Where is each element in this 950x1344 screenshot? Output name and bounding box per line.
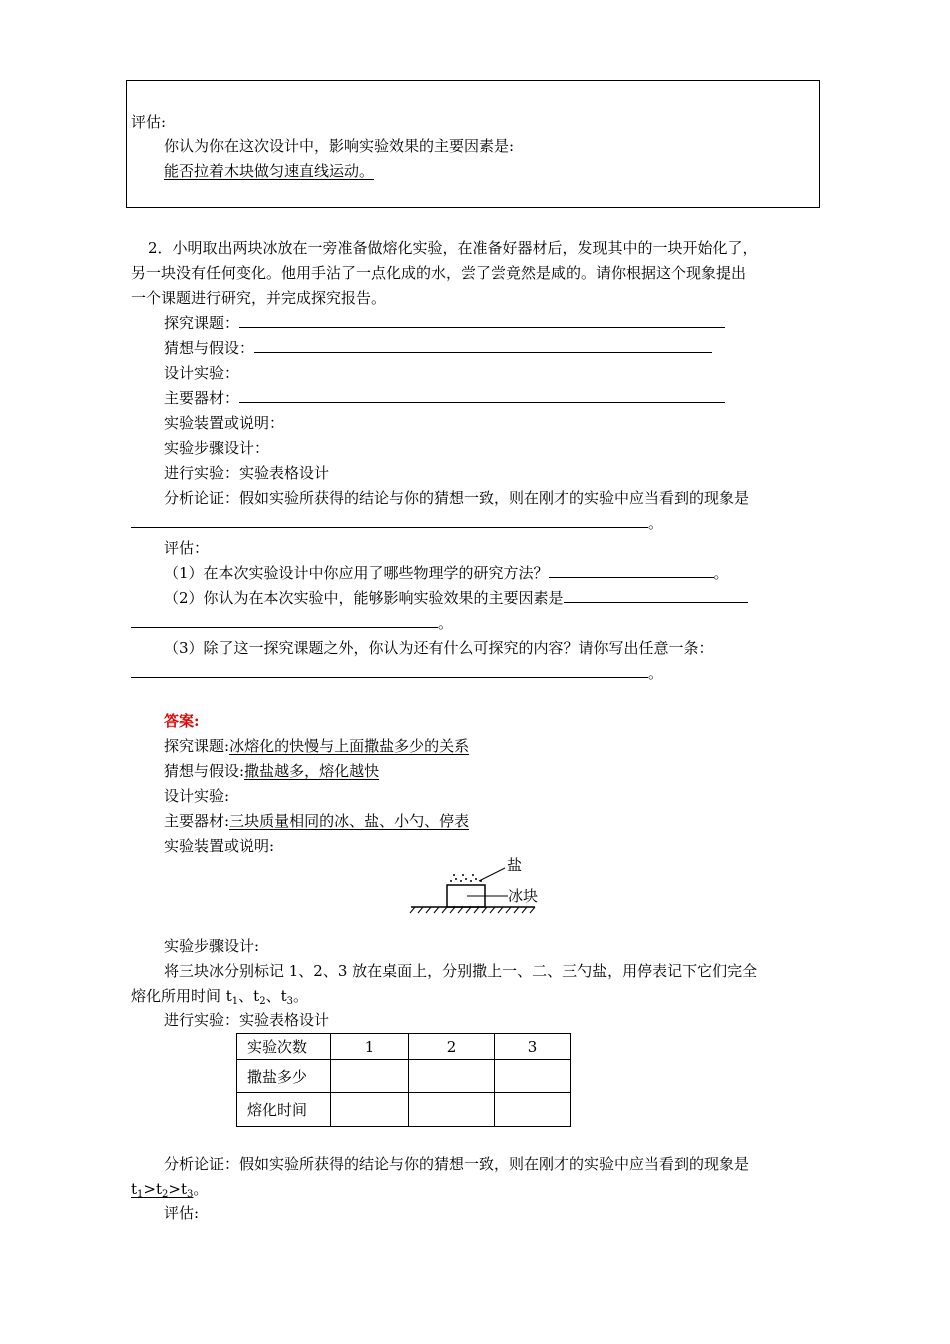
answer-hypothesis-value: 撒盐越多，熔化越快 (244, 762, 380, 780)
topic-label: 探究课题： (164, 314, 240, 332)
table-row: 撒盐多少 (237, 1060, 571, 1093)
box-factor-question: 你认为你在这次设计中，影响实验效果的主要因素是: (164, 137, 515, 155)
answer-topic: 探究课题:冰熔化的快慢与上面撒盐多少的关系 (164, 737, 470, 755)
materials-blank (239, 388, 725, 403)
eval-1: （1）在本次实验设计中你应用了哪些物理学的研究方法？ 。 (164, 564, 729, 582)
answer-materials: 主要器材:三块质量相同的冰、盐、小勺、停表 (164, 812, 470, 830)
design-label: 设计实验： (164, 364, 240, 382)
ground-hatch (410, 907, 535, 913)
answer-steps-line1: 将三块冰分别标记 1、2、3 放在桌面上，分别撒上一、二、三勺盐，用停表记下它们完全 (164, 962, 758, 980)
salt-dots (450, 874, 482, 882)
eval-label: 评估： (164, 539, 210, 557)
eval-3-blank-line: 。 (131, 663, 663, 683)
answer-materials-value: 三块质量相同的冰、盐、小勺、停表 (229, 812, 470, 830)
materials-label: 主要器材： (164, 389, 240, 407)
apparatus-figure (405, 852, 555, 916)
answer-hypothesis: 猜想与假设:撒盐越多，熔化越快 (164, 762, 380, 780)
answer-steps-line2: 熔化所用时间 $t_1$、$t_2$、$t_3$。 (131, 987, 308, 1007)
eval-2-continuation: 。 (131, 613, 453, 633)
table-row: 熔化时间 (237, 1093, 571, 1127)
analysis-blank-line (131, 513, 663, 533)
answer-heading: 答案: (164, 712, 200, 730)
answer-steps-label: 实验步骤设计: (164, 937, 260, 955)
steps-label: 实验步骤设计： (164, 439, 270, 457)
experiment-table (236, 1033, 571, 1127)
question-line-2: 另一块没有任何变化。他用手沾了一点化成的水，尝了尝竟然是咸的。请你根据这个现象提出 (131, 264, 747, 282)
box-factor-answer: 能否拉着木块做匀速直线运动。 (164, 162, 375, 180)
question-line-1: 2．小明取出两块冰放在一旁准备做熔化实验，在准备好器材后，发现其中的一块开始化了， (148, 239, 758, 257)
topic-field (164, 313, 725, 333)
box-eval-label: 评估: (131, 113, 167, 131)
topic-blank (239, 313, 725, 328)
answer-device-label: 实验装置或说明: (164, 837, 275, 855)
materials-field (164, 388, 725, 408)
analysis-period: 。 (648, 514, 664, 532)
question-line-3: 一个课题进行研究，并完成探究报告。 (131, 289, 387, 307)
answer-conduct-label: 进行实验：实验表格设计 (164, 1011, 330, 1029)
answer-design-label: 设计实验: (164, 787, 230, 805)
eval-2: （2）你认为在本次实验中，能够影响实验效果的主要因素是 (164, 588, 748, 608)
answer-analysis-result: $t_1>t_2>t_3$。 (131, 1180, 209, 1200)
eval-3: （3）除了这一探究课题之外，你认为还有什么可探究的内容？请你写出任意一条： (164, 639, 714, 657)
hypothesis-label: 猜想与假设： (164, 339, 255, 357)
device-label: 实验装置或说明： (164, 414, 285, 432)
hypothesis-field (164, 338, 712, 358)
label-salt: 盐 (507, 856, 523, 874)
analysis-text: 分析论证：假如实验所获得的结论与你的猜想一致，则在刚才的实验中应当看到的现象是 (164, 489, 750, 507)
hypothesis-blank (254, 338, 712, 353)
label-ice: 冰块 (508, 887, 539, 905)
answer-topic-value: 冰熔化的快慢与上面撒盐多少的关系 (229, 737, 470, 755)
table-row: 实验次数 1 2 3 (237, 1034, 571, 1060)
conduct-label: 进行实验：实验表格设计 (164, 464, 330, 482)
salt-leader (479, 868, 505, 881)
answer-analysis-text: 分析论证：假如实验所获得的结论与你的猜想一致，则在刚才的实验中应当看到的现象是 (164, 1155, 750, 1173)
answer-eval-label: 评估: (164, 1204, 200, 1222)
